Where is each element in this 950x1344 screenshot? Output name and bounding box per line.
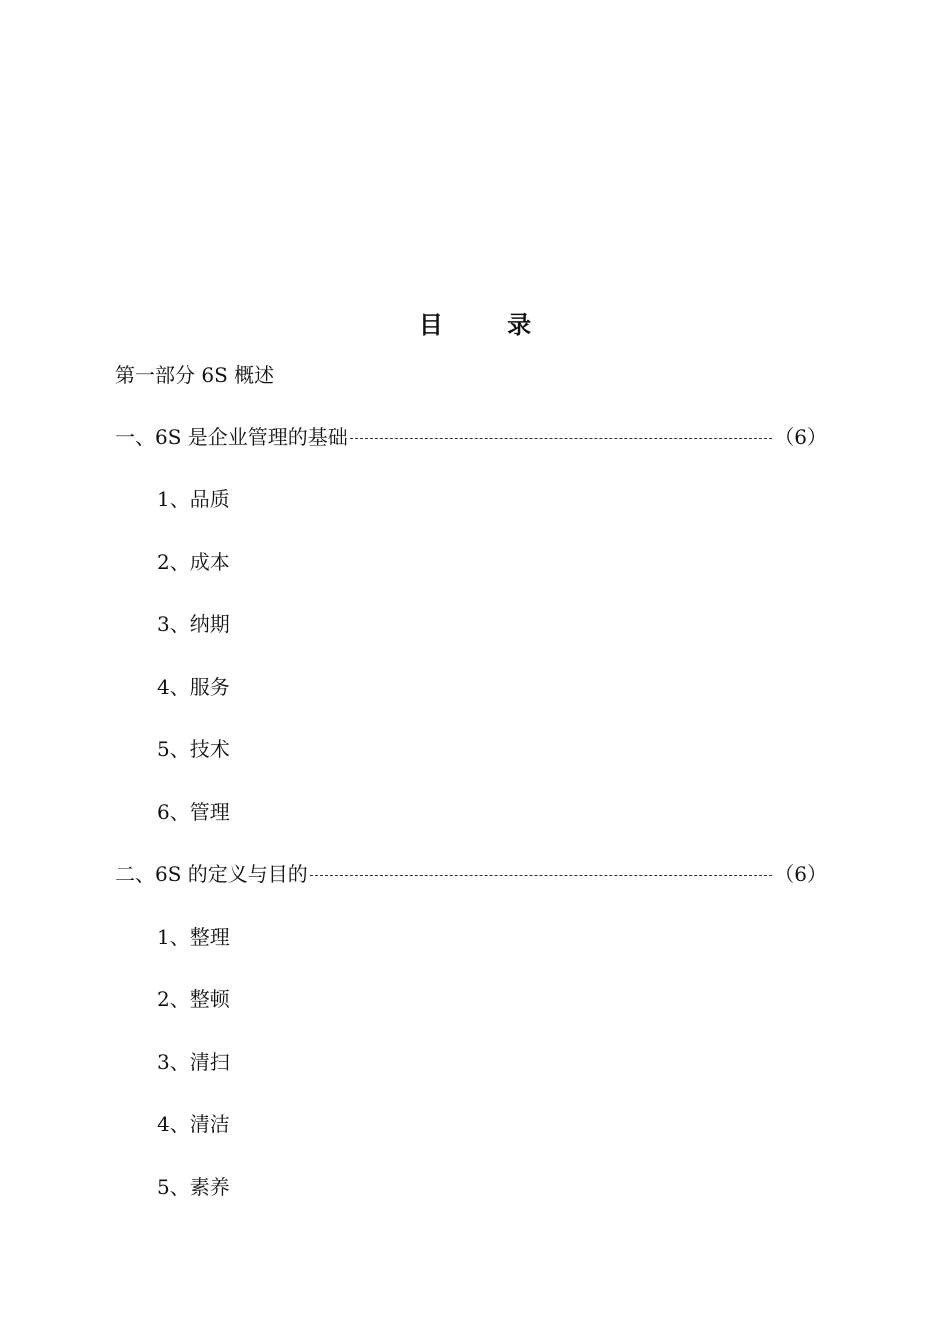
toc-section-2[interactable] (115, 859, 827, 889)
dotted-leader (310, 875, 772, 876)
toc-item[interactable]: 6、管理 (157, 800, 230, 824)
toc-section-1[interactable] (115, 422, 827, 452)
toc-item[interactable]: 2、成本 (157, 550, 230, 574)
toc-item[interactable]: 5、素养 (157, 1175, 230, 1199)
section-label: 一、6S 是企业管理的基础 (115, 425, 348, 449)
part-heading: 第一部分 6S 概述 (115, 363, 275, 387)
section-page-number: （6） (774, 425, 827, 449)
toc-item[interactable]: 4、服务 (157, 675, 230, 699)
toc-item[interactable]: 1、品质 (157, 487, 230, 511)
section-label: 二、6S 的定义与目的 (115, 862, 308, 886)
toc-item[interactable]: 3、清扫 (157, 1050, 230, 1074)
section-page-number: （6） (774, 862, 827, 886)
toc-item[interactable]: 4、清洁 (157, 1112, 230, 1136)
dotted-leader (350, 438, 772, 439)
toc-title: 目 录 (418, 310, 560, 339)
toc-item[interactable]: 5、技术 (157, 737, 230, 761)
toc-item[interactable]: 3、纳期 (157, 612, 230, 636)
toc-item[interactable]: 1、整理 (157, 925, 230, 949)
toc-item[interactable]: 2、整顿 (157, 987, 230, 1011)
